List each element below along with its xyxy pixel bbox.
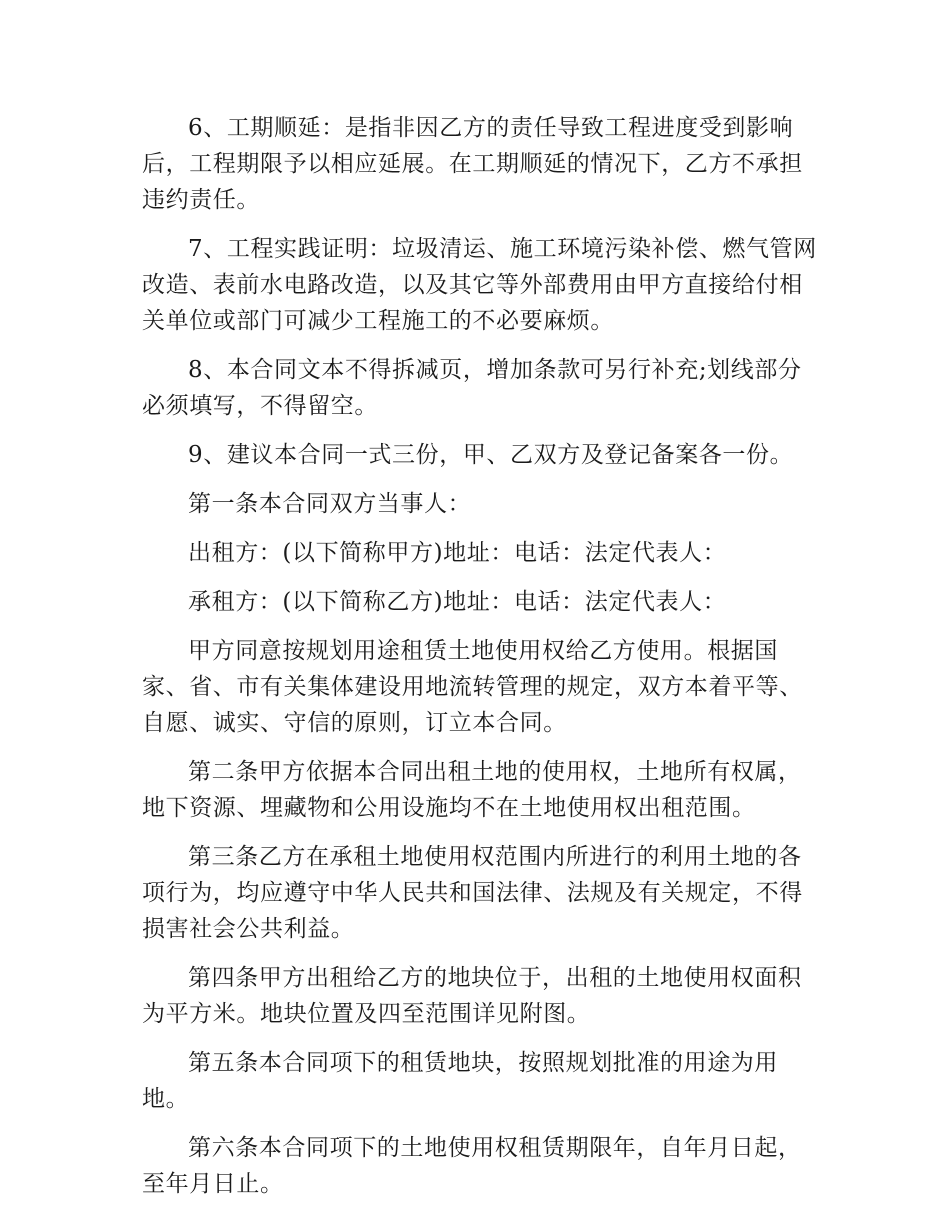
paragraph-clause-8: 8、本合同文本不得拆减页，增加条款可另行补充;划线部分必须填写，不得留空。: [142, 357, 802, 419]
paragraph-article-1: 第一条本合同双方当事人：: [188, 491, 472, 517]
document-body: [142, 110, 818, 1215]
paragraph-agreement-basis: 甲方同意按规划用途租赁土地使用权给乙方使用。根据国家、省、市有关集体建设用地流转管理的规定，双方本着平等、自愿、诚实、守信的原则，订立本合同。: [142, 638, 803, 736]
paragraph-article-6: 第六条本合同项下的土地使用权租赁期限年，自年月日起，至年月日止。: [142, 1135, 802, 1197]
paragraph-clause-7: 7、工程实践证明：垃圾清运、施工环境污染补偿、燃气管网改造、表前水电路改造，以及其它等外部费用由甲方直接给付相关单位或部门可减少工程施工的不必要麻烦。: [142, 236, 817, 334]
paragraph-lessee: 承租方：(以下简称乙方)地址：电话：法定代表人：: [188, 589, 727, 615]
paragraph-lessor: 出租方：(以下简称甲方)地址：电话：法定代表人：: [188, 540, 727, 566]
paragraph-article-4: 第四条甲方出租给乙方的地块位于，出租的土地使用权面积为平方米。地块位置及四至范围详见附图。: [142, 965, 802, 1027]
paragraph-article-3: 第三条乙方在承租土地使用权范围内所进行的利用土地的各项行为，均应遵守中华人民共和国法律、法规及有关规定，不得损害社会公共利益。: [142, 844, 803, 942]
paragraph-clause-9: 9、建议本合同一式三份，甲、乙双方及登记备案各一份。: [188, 442, 794, 468]
paragraph-clause-6: 6、工期顺延：是指非因乙方的责任导致工程进度受到影响后，工程期限予以相应延展。在工期顺延的情况下，乙方不承担违约责任。: [142, 115, 803, 213]
paragraph-article-5: 第五条本合同项下的租赁地块，按照规划批准的用途为用地。: [142, 1050, 778, 1112]
paragraph-article-2: 第二条甲方依据本合同出租土地的使用权，土地所有权属，地下资源、埋藏物和公用设施均不在土地使用权出租范围。: [142, 759, 802, 821]
